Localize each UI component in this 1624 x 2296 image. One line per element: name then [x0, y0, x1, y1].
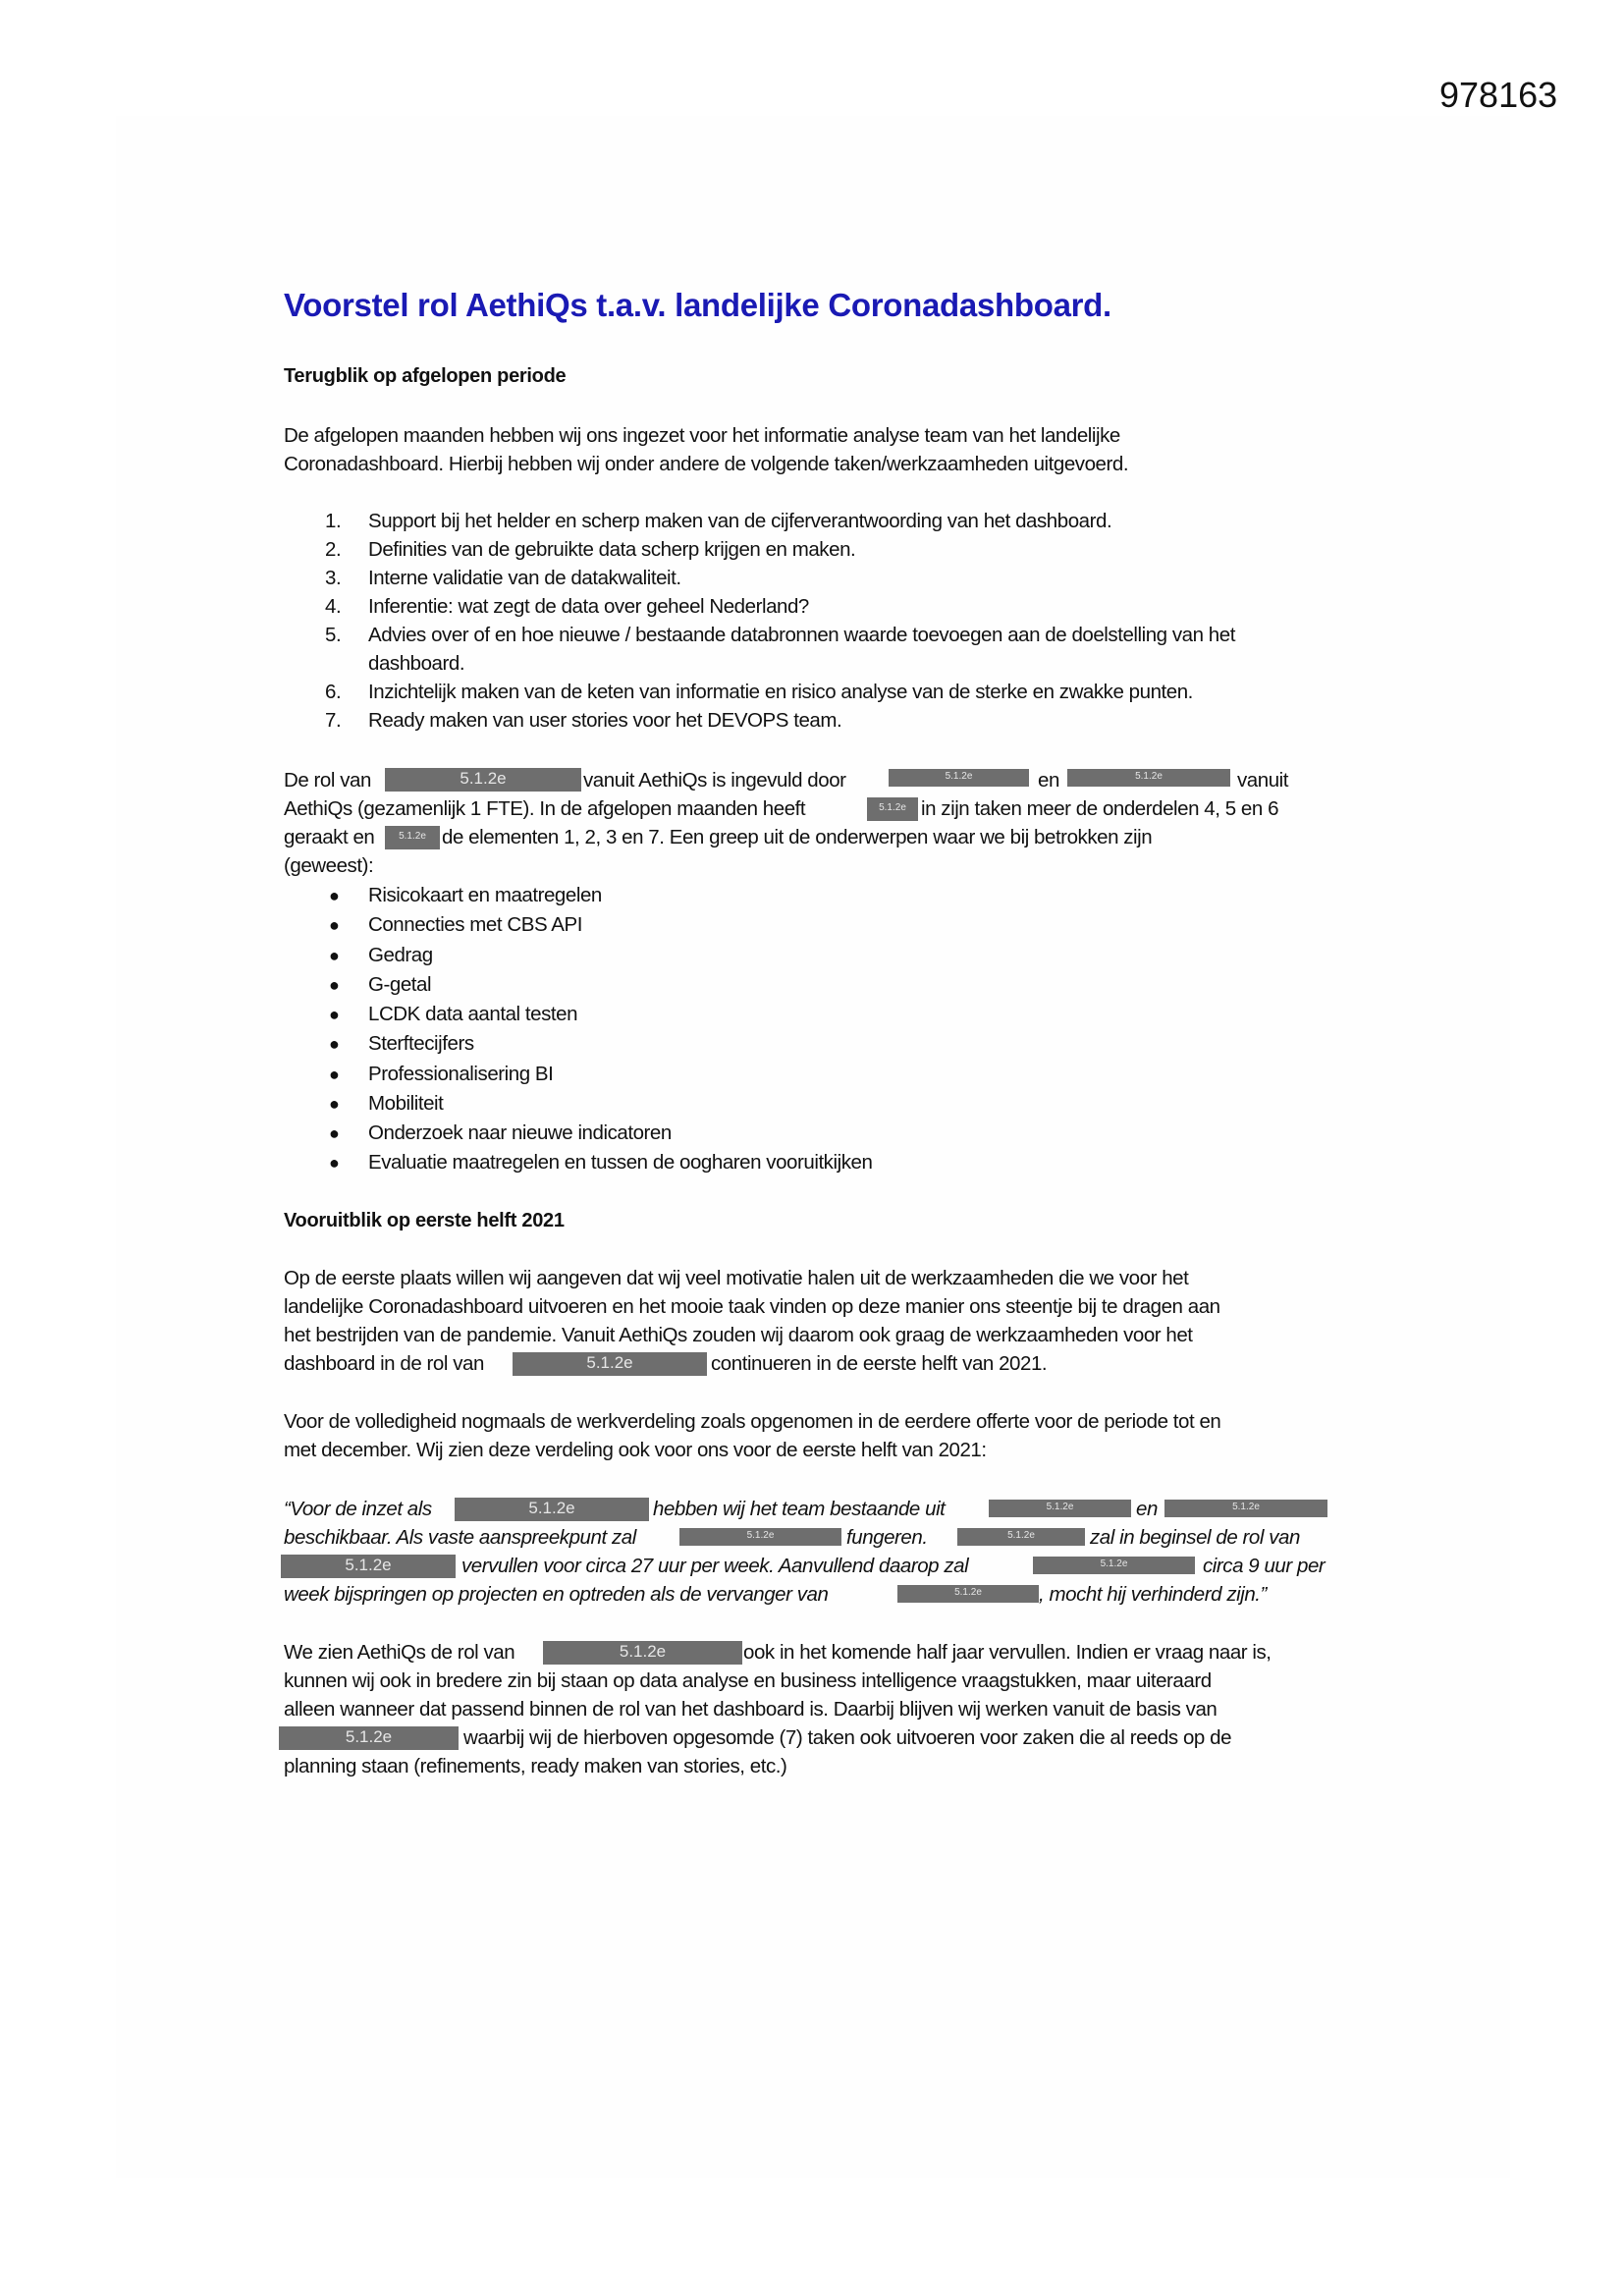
quote-line-1-text-a: “Voor de inzet als [284, 1498, 432, 1520]
quote-line-2-text-a: beschikbaar. Als vaste aanspreekpunt zal [284, 1526, 636, 1549]
topic-item: Gedrag [368, 944, 433, 966]
task-number: 5. [325, 624, 342, 646]
bullet-icon: ● [329, 1153, 340, 1173]
task-item: Advies over of en hoe nieuwe / bestaande databronnen waarde toevoegen aan de doelstelling van het [368, 624, 1235, 646]
role-line-1-text-d: vanuit [1237, 769, 1289, 792]
topic-item: Connecties met CBS API [368, 913, 582, 936]
p3-line-4-text-b: waarbij wij de hierboven opgesomde (7) taken ook uitvoeren voor zaken die al reeds op de [463, 1726, 1232, 1749]
p3-line-2: kunnen wij ook in bredere zin bij staan op data analyse en business intelligence vraagstukken, maar uiteraard [284, 1669, 1212, 1692]
task-number: 7. [325, 709, 342, 732]
redaction-box: 5.1.2e [679, 1528, 841, 1546]
role-line-1-text-c: en [1038, 769, 1059, 792]
p1-line-2: landelijke Coronadashboard uitvoeren en het mooie taak vinden op deze manier ons steentje bij te dragen aan [284, 1295, 1220, 1318]
section-heading-terugblik: Terugblik op afgelopen periode [284, 365, 567, 387]
bullet-icon: ● [329, 886, 340, 905]
role-line-1-text-b: vanuit AethiQs is ingevuld door [583, 769, 846, 792]
bullet-icon: ● [329, 1094, 340, 1114]
bullet-icon: ● [329, 1065, 340, 1084]
bullet-icon: ● [329, 1005, 340, 1024]
bullet-icon: ● [329, 915, 340, 935]
p1-line-3: het bestrijden van de pandemie. Vanuit AethiQs zouden wij daarom ook graag de werkzaamheden voor het [284, 1324, 1193, 1346]
task-number: 1. [325, 510, 342, 532]
redaction-box: 5.1.2e [385, 768, 581, 792]
task-item: Ready maken van user stories voor het DEVOPS team. [368, 709, 842, 732]
role-line-1-text-a: De rol van [284, 769, 371, 792]
bullet-icon: ● [329, 1034, 340, 1054]
task-item-continuation: dashboard. [368, 652, 465, 675]
p3-line-5: planning staan (refinements, ready maken van stories, etc.) [284, 1755, 787, 1777]
topic-item: Mobiliteit [368, 1092, 444, 1115]
role-line-2-text-b: in zijn taken meer de onderdelen 4, 5 en 6 [921, 797, 1279, 820]
topic-item: LCDK data aantal testen [368, 1003, 578, 1025]
redaction-box: 5.1.2e [867, 797, 918, 821]
redaction-box: 5.1.2e [543, 1641, 742, 1665]
redaction-box: 5.1.2e [1164, 1500, 1327, 1517]
task-item: Definities van de gebruikte data scherp krijgen en maken. [368, 538, 856, 561]
role-line-4: (geweest): [284, 854, 374, 877]
quote-line-3-text-c: circa 9 uur per [1203, 1555, 1326, 1577]
redaction-box: 5.1.2e [279, 1726, 459, 1750]
redaction-box: 5.1.2e [989, 1500, 1131, 1517]
quote-line-2-text-c: zal in beginsel de rol van [1090, 1526, 1300, 1549]
task-item: Interne validatie van de datakwaliteit. [368, 567, 681, 589]
intro-line-2: Coronadashboard. Hierbij hebben wij onder andere de volgende taken/werkzaamheden uitgevoerd. [284, 453, 1129, 475]
role-line-3-text-b: de elementen 1, 2, 3 en 7. Een greep uit de onderwerpen waar we bij betrokken zijn [442, 826, 1153, 848]
redaction-box: 5.1.2e [1033, 1557, 1195, 1574]
task-number: 4. [325, 595, 342, 618]
bullet-icon: ● [329, 975, 340, 995]
redaction-box: 5.1.2e [385, 826, 440, 849]
redaction-box: 5.1.2e [897, 1585, 1039, 1603]
document-number: 978163 [1439, 75, 1558, 115]
redaction-box: 5.1.2e [281, 1555, 456, 1578]
task-number: 3. [325, 567, 342, 589]
p1-line-4-text-b: continueren in de eerste helft van 2021. [711, 1352, 1048, 1375]
section-heading-vooruitblik: Vooruitblik op eerste helft 2021 [284, 1210, 565, 1231]
quote-line-4-text-a: week bijspringen op projecten en optreden als de vervanger van [284, 1583, 829, 1606]
quote-line-2-text-b: fungeren. [846, 1526, 928, 1549]
redaction-box: 5.1.2e [513, 1352, 707, 1376]
quote-line-3-text-b: vervullen voor circa 27 uur per week. Aanvullend daarop zal [461, 1555, 969, 1577]
quote-line-1-text-b: hebben wij het team bestaande uit [653, 1498, 946, 1520]
role-line-3-text-a: geraakt en [284, 826, 375, 848]
intro-line-1: De afgelopen maanden hebben wij ons ingezet voor het informatie analyse team van het landelijke [284, 424, 1120, 447]
bullet-icon: ● [329, 946, 340, 965]
task-number: 2. [325, 538, 342, 561]
quote-line-4-text-b: , mocht hij verhinderd zijn.” [1039, 1583, 1267, 1606]
topic-item: Onderzoek naar nieuwe indicatoren [368, 1121, 672, 1144]
topic-item: Sterftecijfers [368, 1032, 474, 1055]
p1-line-4-text-a: dashboard in de rol van [284, 1352, 484, 1375]
task-item: Inzichtelijk maken van de keten van informatie en risico analyse van de sterke en zwakke punten. [368, 681, 1193, 703]
p3-line-3: alleen wanneer dat passend binnen de rol van het dashboard is. Daarbij blijven wij werken vanuit de basis van [284, 1698, 1218, 1721]
bullet-icon: ● [329, 1123, 340, 1143]
p1-line-1: Op de eerste plaats willen wij aangeven dat wij veel motivatie halen uit de werkzaamheden die we voor het [284, 1267, 1189, 1289]
task-item: Support bij het helder en scherp maken van de cijferverantwoording van het dashboard. [368, 510, 1112, 532]
quote-line-1-text-c: en [1136, 1498, 1158, 1520]
p2-line-1: Voor de volledigheid nogmaals de werkverdeling zoals opgenomen in de eerdere offerte voor de periode tot en [284, 1410, 1221, 1433]
p2-line-2: met december. Wij zien deze verdeling ook voor ons voor de eerste helft van 2021: [284, 1439, 987, 1461]
document-title: Voorstel rol AethiQs t.a.v. landelijke Coronadashboard. [284, 287, 1111, 323]
task-item: Inferentie: wat zegt de data over geheel Nederland? [368, 595, 809, 618]
p3-line-1-text-b: ook in het komende half jaar vervullen. Indien er vraag naar is, [743, 1641, 1272, 1664]
topic-item: G-getal [368, 973, 432, 996]
redaction-box: 5.1.2e [957, 1528, 1085, 1546]
topic-item: Professionalisering BI [368, 1063, 554, 1085]
task-number: 6. [325, 681, 342, 703]
redaction-box: 5.1.2e [889, 769, 1029, 787]
topic-item: Evaluatie maatregelen en tussen de oogharen vooruitkijken [368, 1151, 873, 1174]
p3-line-1-text-a: We zien AethiQs de rol van [284, 1641, 515, 1664]
redaction-box: 5.1.2e [455, 1498, 649, 1521]
redaction-box: 5.1.2e [1067, 769, 1230, 787]
role-line-2-text-a: AethiQs (gezamenlijk 1 FTE). In de afgelopen maanden heeft [284, 797, 806, 820]
topic-item: Risicokaart en maatregelen [368, 884, 602, 906]
